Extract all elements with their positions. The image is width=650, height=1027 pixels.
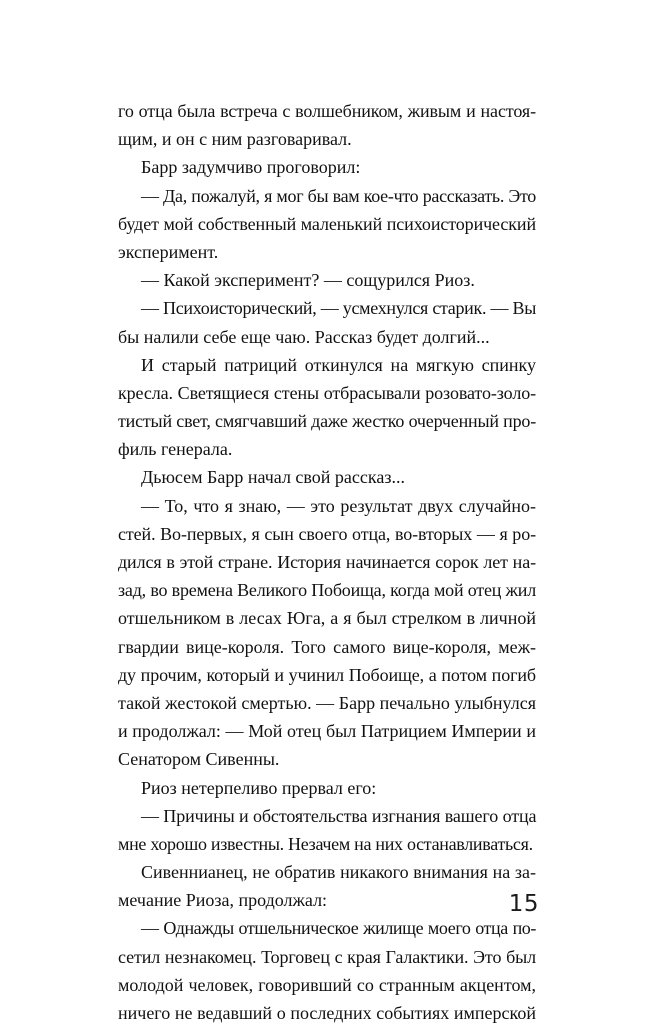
text-line: тистый свет, смягчавший даже жестко очерченный про- [118, 411, 536, 432]
text-line: мечание Риоза, продолжал: [118, 890, 328, 911]
text-line: будет мой собственный маленький психоисторический [118, 213, 536, 234]
text-line: щим, и он с ним разговаривал. [118, 129, 352, 150]
text-line: Барр задумчиво проговорил: [141, 157, 361, 178]
text-line: филь генерала. [118, 439, 233, 460]
text-line: эксперимент. [118, 241, 219, 262]
text-line: такой жестокой смертью. — Барр печально улыбнулся [118, 692, 536, 713]
text-line: кресла. Светящиеся стены отбрасывали розовато-золо- [118, 382, 536, 403]
text-line: ничего не ведавший о последних событиях имперской [118, 1003, 536, 1023]
text-line: И старый патриций откинулся на мягкую спинку [141, 354, 536, 375]
page-number: 15 [508, 891, 539, 917]
text-line: Сенатором Сивенны. [118, 749, 280, 770]
text-line: ду прочим, который и учинил Побоище, а потом погиб [118, 664, 536, 685]
text-line: мне хорошо известны. Незачем на них останавливаться. [118, 833, 533, 854]
text-line: — Причины и обстоятельства изгнания вашего отца [141, 805, 537, 826]
text-line: Риоз нетерпеливо прервал его: [141, 777, 377, 798]
text-line: стей. Во-первых, я сын своего отца, во-вторых — я ро- [118, 523, 536, 544]
text-line: дился в этой стране. История начинается сорок лет на- [118, 552, 536, 572]
text-line: — То, что я знаю, — это результат двух случайно- [141, 495, 536, 516]
text-line: зад, во времена Великого Побоища, когда мой отец жил [118, 580, 536, 601]
text-line: Дьюсем Барр начал свой рассказ... [141, 467, 405, 488]
text-line: Сивеннианец, не обратив никакого внимания на за- [141, 862, 536, 883]
text-line: — Какой эксперимент? — сощурился Риоз. [141, 270, 475, 291]
text-line: отшельником в лесах Юга, а я был стрелком в личной [118, 608, 536, 629]
text-line: и продолжал: — Мой отец был Патрицием Империи и [118, 721, 536, 742]
text-line: — Да, пожалуй, я мог бы вам кое-что рассказать. Это [141, 185, 536, 206]
text-line: — Однажды отшельническое жилище моего отца по- [141, 918, 536, 939]
text-line: сетил незнакомец. Торговец с края Галактики. Это был [118, 946, 536, 967]
text-line: — Психоисторический, — усмехнулся старик. — Вы [141, 298, 536, 319]
text-line: гвардии вице-короля. Того самого вице-короля, меж- [118, 636, 536, 657]
text-line: молодой человек, говоривший со странным акцентом, [118, 974, 536, 995]
body-text [118, 97, 536, 1027]
text-line: го отца была встреча с волшебником, живым и настоя- [118, 101, 536, 121]
text-line: бы налили себе еще чаю. Рассказ будет долгий... [118, 326, 490, 347]
